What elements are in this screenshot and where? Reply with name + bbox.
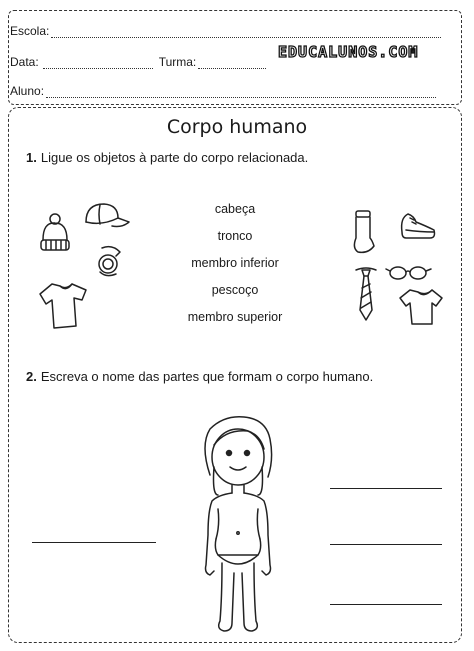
beanie-hat-icon[interactable] [38,212,72,254]
school-label: Escola: [10,24,50,38]
brand-logo: EDUCALUNOS.COM [278,43,419,61]
sock-icon[interactable] [350,208,380,256]
body-part-membro-inferior[interactable]: membro inferior [191,256,279,270]
body-part-cabeca[interactable]: cabeça [214,202,256,216]
school-row [10,24,441,38]
school-field[interactable] [51,27,441,38]
body-part-pescoco[interactable]: pescoço [211,283,259,297]
answer-line-left[interactable] [32,542,156,543]
page-title: Corpo humano [166,116,308,138]
question-1 [26,150,308,165]
question-1-number: 1. [26,150,37,165]
tshirt-icon[interactable] [36,280,94,332]
necktie-icon[interactable] [350,264,382,324]
student-row [10,84,436,98]
sneaker-icon[interactable] [396,208,438,242]
class-field[interactable] [198,58,266,69]
class-label: Turma: [158,55,197,69]
body-part-membro-superior[interactable]: membro superior [187,310,283,324]
body-part-tronco[interactable]: tronco [217,229,253,243]
student-field[interactable] [46,87,436,98]
student-label: Aluno: [10,84,45,98]
date-field[interactable] [43,58,153,69]
answer-line-right-2[interactable] [330,544,442,545]
child-figure-icon [190,415,286,640]
shirt-icon[interactable] [398,286,444,328]
answer-line-right-1[interactable] [330,488,442,489]
question-2-number: 2. [26,369,37,384]
cap-icon[interactable] [82,200,132,232]
wristwatch-icon[interactable] [94,244,126,280]
question-2 [26,369,373,384]
date-label: Data: [10,55,39,69]
answer-line-right-3[interactable] [330,604,442,605]
date-row [10,55,266,69]
glasses-icon[interactable] [384,262,434,284]
question-2-text: Escreva o nome das partes que formam o corpo humano. [40,369,374,384]
question-1-text: Ligue os objetos à parte do corpo relacionada. [40,150,309,165]
